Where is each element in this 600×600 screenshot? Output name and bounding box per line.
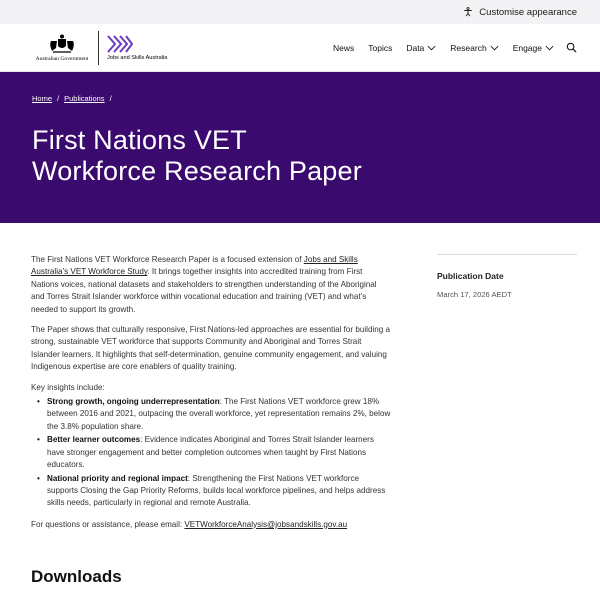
breadcrumb-separator: / — [109, 94, 112, 103]
second-paragraph: The Paper shows that culturally responsive, First Nations-led approaches are essential for building a strong, sustainable VET workforce that supports Community and Aboriginal and Torres Strait Islander learners. It highlights that self-determination, genuine community engagement, and valuing Indigenous expertise are core enablers of quality training. — [31, 325, 391, 372]
breadcrumb-publications[interactable]: Publications — [64, 94, 105, 103]
chevron-down-icon — [490, 45, 499, 51]
hero-banner — [0, 72, 600, 223]
nav-news[interactable] — [333, 43, 354, 53]
insights-list — [31, 396, 391, 510]
insight-text: : Strengthening the First Nations VET workforce supports Closing the Gap Priority Reforms, builds local workforce pipelines, and helps address skills needs, particularly in regional and remote Australia. — [47, 473, 386, 508]
insight-text: : The First Nations VET workforce grew 18% between 2016 and 2021, outpacing the overall workforce, yet representation remains 2%, below the 3.8% population share. — [47, 397, 391, 431]
jsa-chevrons-icon — [107, 35, 133, 53]
page-title-line2: Workforce Research Paper — [32, 156, 362, 186]
nav-research[interactable] — [450, 43, 498, 53]
chevron-down-icon — [545, 45, 554, 51]
publication-sidebar — [437, 254, 577, 299]
site-header — [0, 24, 600, 72]
logo-group[interactable] — [32, 31, 167, 65]
publication-date-label: Publication Date — [437, 271, 504, 281]
breadcrumb-home[interactable]: Home — [32, 94, 53, 103]
jsa-logo-text: Jobs and Skills Australia — [107, 54, 168, 61]
gov-logo-text: Australian Government — [35, 56, 89, 62]
list-item — [47, 396, 391, 433]
contact-email-link[interactable]: VETWorkforceAnalysis@jobsandskills.gov.au — [184, 519, 348, 529]
breadcrumb-separator: / — [57, 94, 60, 103]
insight-heading: Strong growth, ongoing underrepresentation — [47, 397, 220, 407]
intro-text-rest: . It brings together insights into accredited training from First Nations voices, national datasets and stakeholders to strengthen understanding of the Aboriginal and Torres Strait Islander workforce within vocational education and training (VET) and what’s needed to support its growth. — [31, 267, 377, 314]
search-icon[interactable] — [566, 42, 577, 53]
utility-bar — [0, 0, 600, 24]
insight-heading: National priority and regional impact — [47, 473, 188, 483]
nav-engage[interactable] — [513, 43, 554, 53]
nav-data-label: Data — [406, 42, 425, 53]
nav-data[interactable] — [406, 43, 436, 53]
nav-engage-label: Engage — [512, 42, 542, 53]
nav-topics-label: Topics — [368, 42, 393, 53]
list-item — [47, 434, 391, 471]
insights-intro: Key insights include: — [31, 382, 105, 392]
contact-text: For questions or assistance, please email: — [31, 519, 185, 529]
contact-paragraph — [31, 519, 391, 531]
intro-text: The First Nations VET Workforce Research Paper is a focused extension of — [31, 255, 304, 264]
list-item — [47, 473, 391, 510]
downloads-heading: Downloads — [31, 567, 122, 586]
customise-appearance-button[interactable] — [463, 7, 577, 18]
nav-topics[interactable] — [368, 43, 392, 53]
jobs-and-skills-australia-logo[interactable] — [107, 35, 167, 61]
breadcrumb — [32, 94, 568, 103]
publication-date-value: March 17, 2026 AEDT — [437, 290, 512, 299]
customise-appearance-label: Customise appearance — [479, 6, 577, 18]
nav-news-label: News — [332, 42, 355, 53]
logo-divider — [98, 31, 99, 65]
coat-of-arms-icon — [47, 33, 77, 55]
article-body — [31, 254, 391, 539]
page-title — [32, 125, 568, 187]
page-title-line1: First Nations VET — [32, 125, 247, 155]
insight-text: : Evidence indicates Aboriginal and Torres Strait Islander learners have stronger engagement and better completion outcomes when taught by First Nations educators. — [47, 435, 374, 470]
vet-workforce-study-link[interactable]: Jobs and Skills Australia’s VET Workforce Study — [31, 255, 358, 277]
intro-paragraph — [31, 254, 391, 316]
insight-heading: Better learner outcomes — [47, 435, 141, 445]
accessibility-icon — [463, 7, 473, 17]
main-nav — [319, 42, 577, 53]
chevron-down-icon — [427, 45, 436, 51]
nav-research-label: Research — [450, 42, 487, 53]
australian-government-logo[interactable] — [32, 33, 92, 62]
